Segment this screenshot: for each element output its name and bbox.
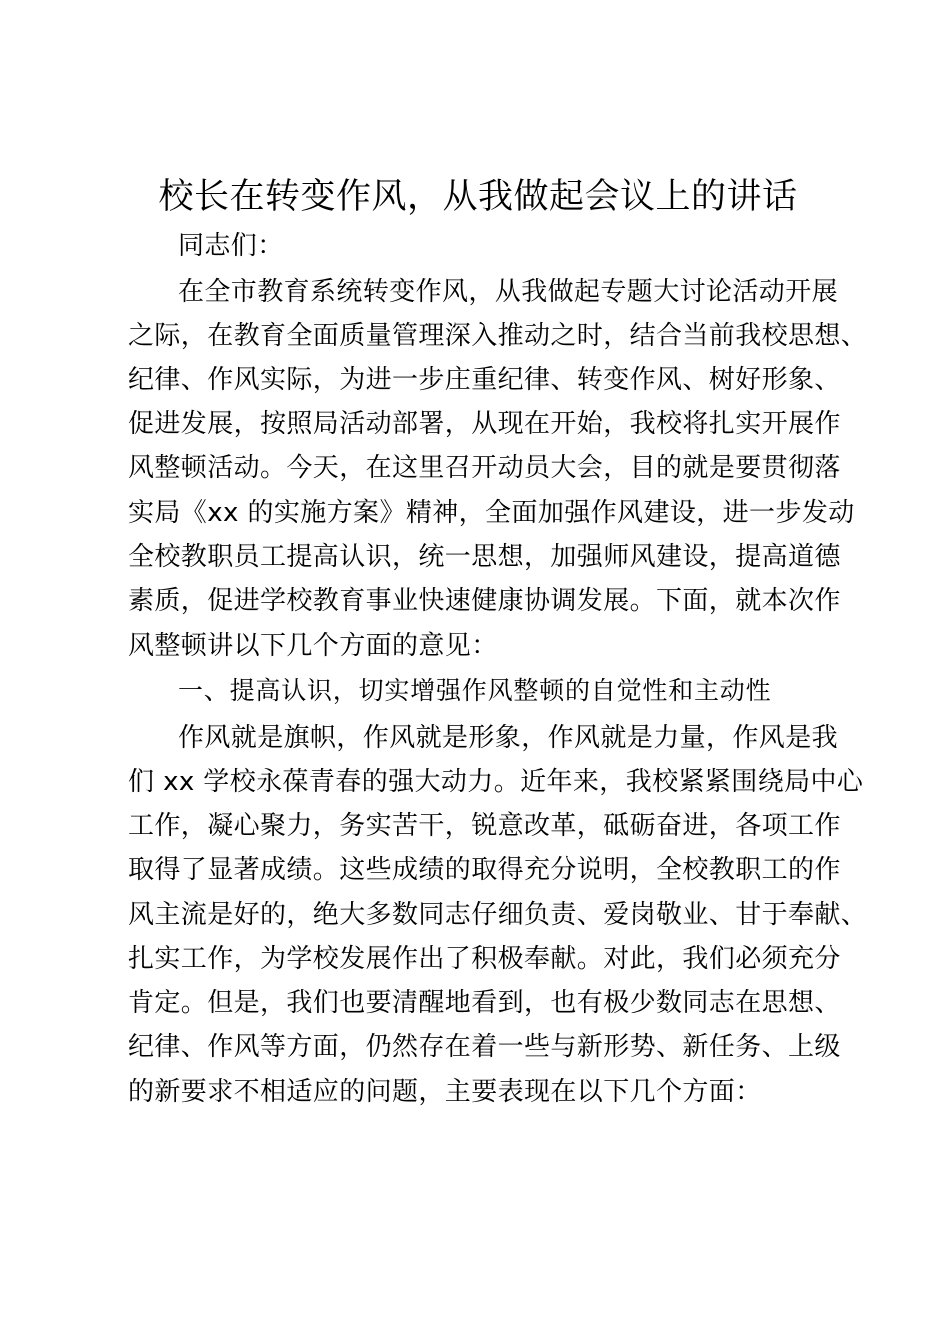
paragraph-line: 扎实工作，为学校发展作出了积极奉献。对此，我们必须充分 — [128, 944, 841, 974]
section-heading: 一、提高认识，切实增强作风整顿的自觉性和主动性 — [178, 676, 772, 705]
paragraph-line: 全校教职员工提高认识，统一思想，加强师风建设，提高道德 — [128, 542, 841, 572]
salutation: 同志们： — [178, 231, 284, 261]
paragraph-line: 之际，在教育全面质量管理深入推动之时，结合当前我校思想、 — [128, 321, 868, 351]
paragraph-line: 风整顿活动。今天，在这里召开动员大会，目的就是要贯彻落 — [128, 453, 841, 483]
paragraph-line: 纪律、作风实际，为进一步庄重纪律、转变作风、树好形象、 — [128, 365, 841, 395]
paragraph-line: 工作，凝心聚力，务实苦干，锐意改革，砥砺奋进，各项工作 — [128, 811, 841, 841]
paragraph-line: 取得了显著成绩。这些成绩的取得充分说明，全校教职工的作 — [128, 855, 841, 885]
paragraph-line: 实局《xx 的实施方案》精神，全面加强作风建设，进一步发动 — [128, 498, 855, 528]
paragraph-line: 在全市教育系统转变作风，从我做起专题大讨论活动开展 — [178, 277, 839, 307]
paragraph-line: 们 xx 学校永葆青春的强大动力。近年来，我校紧紧围绕局中心 — [128, 767, 864, 797]
paragraph-line: 素质，促进学校教育事业快速健康协调发展。下面，就本次作 — [128, 586, 841, 616]
paragraph-line: 作风就是旗帜，作风就是形象，作风就是力量，作风是我 — [178, 723, 839, 753]
paragraph-line: 风整顿讲以下几个方面的意见： — [128, 631, 498, 661]
paragraph-line: 纪律、作风等方面，仍然存在着一些与新形势、新任务、上级 — [128, 1032, 841, 1062]
paragraph-line: 风主流是好的，绝大多数同志仔细负责、爱岗敬业、甘于奉献、 — [128, 900, 868, 930]
paragraph-line: 肯定。但是，我们也要清醒地看到，也有极少数同志在思想、 — [128, 988, 841, 1018]
document-title: 校长在转变作风，从我做起会议上的讲话 — [158, 177, 798, 217]
paragraph-line: 促进发展，按照局活动部署，从现在开始，我校将扎实开展作 — [128, 409, 841, 439]
paragraph-line: 的新要求不相适应的问题，主要表现在以下几个方面： — [128, 1077, 762, 1107]
